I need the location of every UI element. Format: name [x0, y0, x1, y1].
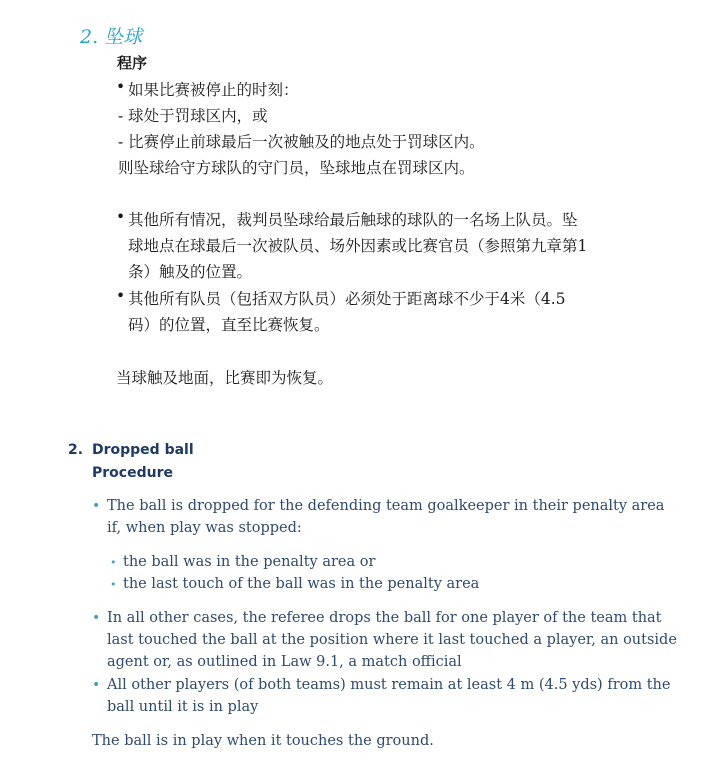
zh-bullet-3-line-1: 其他所有队员（包括双方队员）必须处于距离球不少于4米（4.5 — [128, 290, 566, 308]
en-subheading: Procedure — [92, 465, 173, 481]
en-closing-text: The ball is in play when it touches the ground. — [92, 733, 434, 749]
zh-bullet-2: • — [116, 208, 126, 226]
zh-result-text: 则坠球给守方球队的守门员，坠球地点在罚球区内。 — [118, 159, 475, 177]
zh-bullet-2-line-2: 球地点在球最后一次被队员、场外因素或比赛官员（参照第九章第1 — [128, 237, 588, 255]
en-bullet-3-line-1: All other players (of both teams) must remain at least 4 m (4.5 yds) from the — [107, 677, 671, 693]
zh-bullet-1: • — [116, 78, 126, 96]
en-bullet-2-line-2: last touched the ball at the position where it last touched a player, an outside — [107, 632, 677, 648]
zh-subheading: 程序 — [117, 54, 148, 72]
en-bullet-1-line-1: The ball is dropped for the defending team goalkeeper in their penalty area — [107, 498, 665, 514]
zh-bullet-2-line-3: 条）触及的位置。 — [128, 263, 253, 281]
en-bullet-1-line-2: if, when play was stopped: — [107, 520, 302, 536]
zh-bullet-3-line-2: 码）的位置，直至比赛恢复。 — [128, 316, 330, 334]
zh-bullet-1-text: 如果比赛被停止的时刻： — [128, 81, 299, 99]
en-bullet-3-line-2: ball until it is in play — [107, 699, 259, 715]
zh-closing-text: 当球触及地面，比赛即为恢复。 — [116, 369, 334, 387]
en-sub-item-2: the last touch of the ball was in the penalty area — [123, 576, 480, 592]
en-bullet-2: • — [92, 610, 101, 626]
zh-sub-item-1: - 球处于罚球区内，或 — [118, 107, 268, 125]
en-sub-bullet-1: • — [110, 556, 117, 569]
en-sub-item-1: the ball was in the penalty area or — [123, 554, 376, 570]
zh-bullet-2-line-1: 其他所有情况，裁判员坠球给最后触球的球队的一名场上队员。坠 — [128, 211, 578, 229]
en-bullet-3: • — [92, 677, 101, 693]
en-bullet-2-line-3: agent or, as outlined in Law 9.1, a match official — [107, 654, 462, 670]
en-section-heading: Dropped ball — [92, 442, 194, 458]
en-bullet-1: • — [92, 498, 101, 514]
en-bullet-2-line-1: In all other cases, the referee drops the ball for one player of the team that — [107, 610, 662, 626]
zh-sub-item-2: - 比赛停止前球最后一次被触及的地点处于罚球区内。 — [118, 133, 485, 151]
zh-bullet-3: • — [116, 287, 126, 305]
en-section-number: 2. — [68, 442, 84, 458]
zh-section-heading: 2. 坠球 — [80, 26, 143, 48]
en-sub-bullet-2: • — [110, 578, 117, 591]
